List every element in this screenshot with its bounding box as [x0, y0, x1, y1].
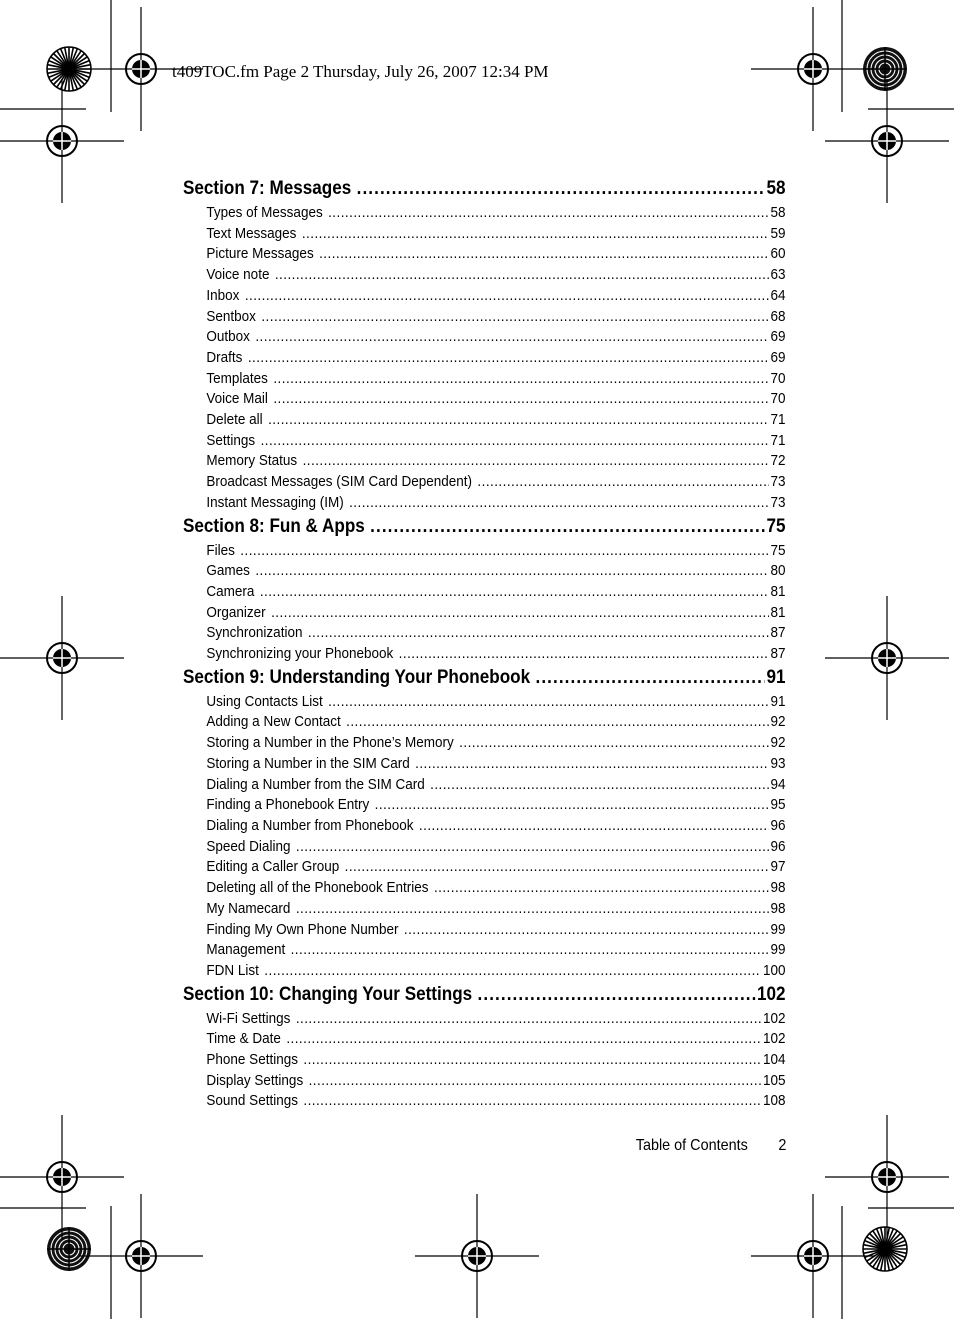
entry-label: Dialing a Number from the SIM Card — [206, 775, 425, 793]
dot-leader — [268, 410, 769, 431]
entry-page: 108 — [762, 1092, 786, 1110]
entry-page: 98 — [770, 879, 786, 897]
entry-page: 100 — [762, 961, 786, 979]
entry-label: Camera — [206, 582, 255, 600]
toc-entry[interactable] — [183, 286, 785, 307]
entry-label: Management — [206, 941, 286, 959]
dot-leader — [328, 692, 769, 713]
entry-page: 58 — [770, 204, 786, 221]
toc-entry[interactable] — [183, 389, 785, 410]
dot-leader — [319, 244, 769, 265]
entry-label: Storing a Number in the Phone’s Memory — [206, 734, 454, 752]
toc-entry[interactable] — [183, 431, 785, 452]
dot-leader — [404, 920, 769, 941]
section-page: 58 — [766, 178, 786, 199]
toc-entry[interactable] — [183, 224, 785, 245]
entry-label: Using Contacts List — [206, 692, 323, 710]
entry-page: 104 — [762, 1051, 786, 1069]
dot-leader — [309, 1071, 762, 1092]
entry-page: 105 — [762, 1071, 786, 1089]
entry-page: 94 — [770, 775, 786, 793]
toc-entry[interactable] — [183, 712, 785, 733]
entry-page: 96 — [770, 837, 786, 855]
page-footer — [635, 1137, 786, 1155]
toc-entry[interactable] — [183, 265, 785, 286]
dot-leader — [296, 837, 769, 858]
footer-label: Table of Contents — [635, 1137, 748, 1154]
dot-leader — [415, 754, 769, 775]
toc-entry[interactable] — [183, 1029, 785, 1050]
dot-leader — [286, 1029, 761, 1050]
toc-entry[interactable] — [183, 493, 785, 514]
dot-leader — [302, 224, 769, 245]
entry-page: 102 — [762, 1030, 786, 1048]
table-of-contents — [183, 178, 785, 1112]
entry-label: Settings — [206, 431, 256, 449]
toc-entry[interactable] — [183, 899, 785, 920]
entry-page: 80 — [770, 562, 786, 580]
toc-entry[interactable] — [183, 472, 785, 493]
entry-label: My Namecard — [206, 899, 291, 917]
entry-label: Display Settings — [206, 1071, 304, 1089]
entry-label: Adding a New Contact — [206, 713, 341, 731]
toc-entry[interactable] — [183, 816, 785, 837]
entry-page: 92 — [770, 713, 786, 731]
toc-entry[interactable] — [183, 920, 785, 941]
entry-page: 71 — [770, 431, 786, 449]
entry-label: Inbox — [206, 286, 240, 304]
toc-entry[interactable] — [183, 307, 785, 328]
entry-page: 81 — [770, 582, 786, 600]
entry-label: Sentbox — [206, 307, 256, 325]
section-title: Section 8: Fun & Apps — [183, 515, 365, 537]
dot-leader — [419, 816, 769, 837]
print-slug: t409TOC.fm Page 2 Thursday, July 26, 2007 12:34 PM — [172, 62, 549, 81]
toc-entry[interactable] — [183, 775, 785, 796]
entry-label: Storing a Number in the SIM Card — [206, 754, 410, 772]
toc-entry[interactable] — [183, 692, 785, 713]
toc-entry[interactable] — [183, 1071, 785, 1092]
dot-leader — [345, 857, 769, 878]
dot-leader — [349, 493, 769, 514]
entry-page: 73 — [770, 493, 786, 511]
dot-leader — [261, 431, 769, 452]
entry-page: 63 — [770, 266, 786, 284]
toc-entry[interactable] — [183, 410, 785, 431]
entry-label: Text Messages — [206, 224, 297, 242]
dot-leader — [477, 472, 768, 493]
toc-entry[interactable] — [183, 837, 785, 858]
dot-leader — [296, 1009, 761, 1030]
dot-leader — [273, 369, 768, 390]
entry-page: 69 — [770, 348, 786, 366]
entry-page: 87 — [770, 624, 786, 642]
dot-leader — [291, 940, 769, 961]
toc-entry[interactable] — [183, 1091, 785, 1112]
dot-leader — [255, 327, 768, 348]
entry-label: Finding My Own Phone Number — [206, 920, 399, 938]
toc-entry[interactable] — [183, 857, 785, 878]
entry-page: 73 — [770, 473, 786, 491]
section-title: Section 9: Understanding Your Phonebook — [183, 666, 531, 688]
toc-entry[interactable] — [183, 348, 785, 369]
entry-label: Files — [206, 541, 235, 559]
dot-leader — [296, 899, 769, 920]
entry-label: Picture Messages — [206, 245, 314, 263]
entry-label: Organizer — [206, 603, 266, 621]
dot-leader — [275, 265, 769, 286]
dot-leader — [240, 541, 768, 562]
toc-entry[interactable] — [183, 878, 785, 899]
entry-label: Delete all — [206, 411, 263, 429]
dot-leader — [273, 389, 768, 410]
entry-page: 68 — [770, 307, 786, 325]
dot-leader — [536, 667, 765, 689]
entry-page: 69 — [770, 328, 786, 346]
toc-entry[interactable] — [183, 795, 785, 816]
entry-label: Dialing a Number from Phonebook — [206, 816, 414, 834]
entry-label: Types of Messages — [206, 204, 323, 221]
dot-leader — [308, 623, 769, 644]
dot-leader — [430, 775, 769, 796]
entry-page: 60 — [770, 245, 786, 263]
entry-label: Editing a Caller Group — [206, 858, 340, 876]
entry-page: 93 — [770, 754, 786, 772]
entry-label: Sound Settings — [206, 1092, 298, 1110]
entry-page: 70 — [770, 369, 786, 387]
entry-page: 102 — [762, 1009, 786, 1027]
entry-label: Instant Messaging (IM) — [206, 493, 344, 511]
dot-leader — [303, 451, 769, 472]
toc-section[interactable] — [183, 984, 785, 1006]
toc-entry[interactable] — [183, 754, 785, 775]
entry-page: 64 — [770, 286, 786, 304]
toc-entry[interactable] — [183, 961, 785, 982]
entry-page: 91 — [770, 692, 786, 710]
entry-label: Wi-Fi Settings — [206, 1009, 291, 1027]
dot-leader — [370, 516, 764, 538]
toc-entry[interactable] — [183, 644, 785, 665]
entry-label: Drafts — [206, 348, 243, 366]
entry-label: Voice note — [206, 266, 270, 284]
entry-page: 87 — [770, 645, 786, 663]
dot-leader — [261, 307, 768, 328]
entry-label: Broadcast Messages (SIM Card Dependent) — [206, 473, 473, 491]
toc-entry[interactable] — [183, 603, 785, 624]
entry-page: 98 — [770, 899, 786, 917]
entry-page: 97 — [770, 858, 786, 876]
toc-section[interactable] — [183, 667, 785, 689]
entry-page: 59 — [770, 224, 786, 242]
entry-label: Finding a Phonebook Entry — [206, 796, 370, 814]
toc-entry[interactable] — [183, 451, 785, 472]
dot-leader — [346, 712, 769, 733]
entry-label: Outbox — [206, 328, 250, 346]
entry-label: Time & Date — [206, 1030, 281, 1048]
entry-page: 99 — [770, 920, 786, 938]
dot-leader — [260, 582, 769, 603]
toc-entry[interactable] — [183, 1009, 785, 1030]
toc-entry[interactable] — [183, 327, 785, 348]
toc-section[interactable] — [183, 178, 785, 200]
entry-label: Templates — [206, 369, 268, 387]
entry-label: Memory Status — [206, 452, 298, 470]
section-title: Section 7: Messages — [183, 178, 352, 199]
dot-leader — [255, 561, 768, 582]
entry-label: FDN List — [206, 961, 259, 979]
dot-leader — [434, 878, 769, 899]
toc-entry[interactable] — [183, 369, 785, 390]
entry-page: 71 — [770, 411, 786, 429]
toc-entry[interactable] — [183, 541, 785, 562]
entry-page: 75 — [770, 541, 786, 559]
entry-label: Synchronization — [206, 624, 303, 642]
section-title: Section 10: Changing Your Settings — [183, 983, 473, 1005]
toc-section[interactable] — [183, 516, 785, 538]
dot-leader — [399, 644, 769, 665]
toc-entry[interactable] — [183, 582, 785, 603]
dot-leader — [357, 178, 765, 200]
section-page: 91 — [766, 666, 786, 688]
entry-page: 96 — [770, 816, 786, 834]
entry-label: Voice Mail — [206, 390, 268, 408]
entry-label: Speed Dialing — [206, 837, 291, 855]
dot-leader — [245, 286, 769, 307]
footer-page-number: 2 — [777, 1137, 786, 1154]
entry-label: Phone Settings — [206, 1051, 298, 1069]
toc-entry[interactable] — [183, 244, 785, 265]
entry-label: Synchronizing your Phonebook — [206, 645, 394, 663]
dot-leader — [328, 203, 769, 224]
toc-entry[interactable] — [183, 940, 785, 961]
entry-page: 81 — [770, 603, 786, 621]
dot-leader — [303, 1091, 761, 1112]
section-page: 75 — [766, 515, 786, 537]
entry-label: Games — [206, 562, 250, 580]
toc-entry[interactable] — [183, 733, 785, 754]
toc-entry[interactable] — [183, 561, 785, 582]
dot-leader — [459, 733, 768, 754]
entry-page: 92 — [770, 734, 786, 752]
toc-entry[interactable] — [183, 1050, 785, 1071]
entry-page: 95 — [770, 796, 786, 814]
dot-leader — [264, 961, 761, 982]
dot-leader — [271, 603, 769, 624]
dot-leader — [248, 348, 769, 369]
entry-label: Deleting all of the Phonebook Entries — [206, 879, 429, 897]
dot-leader — [303, 1050, 761, 1071]
dot-leader — [375, 795, 769, 816]
toc-entry[interactable] — [183, 623, 785, 644]
entry-page: 99 — [770, 941, 786, 959]
entry-page: 70 — [770, 390, 786, 408]
section-page: 102 — [756, 983, 786, 1005]
dot-leader — [478, 984, 756, 1006]
entry-page: 72 — [770, 452, 786, 470]
toc-entry[interactable] — [183, 203, 785, 224]
